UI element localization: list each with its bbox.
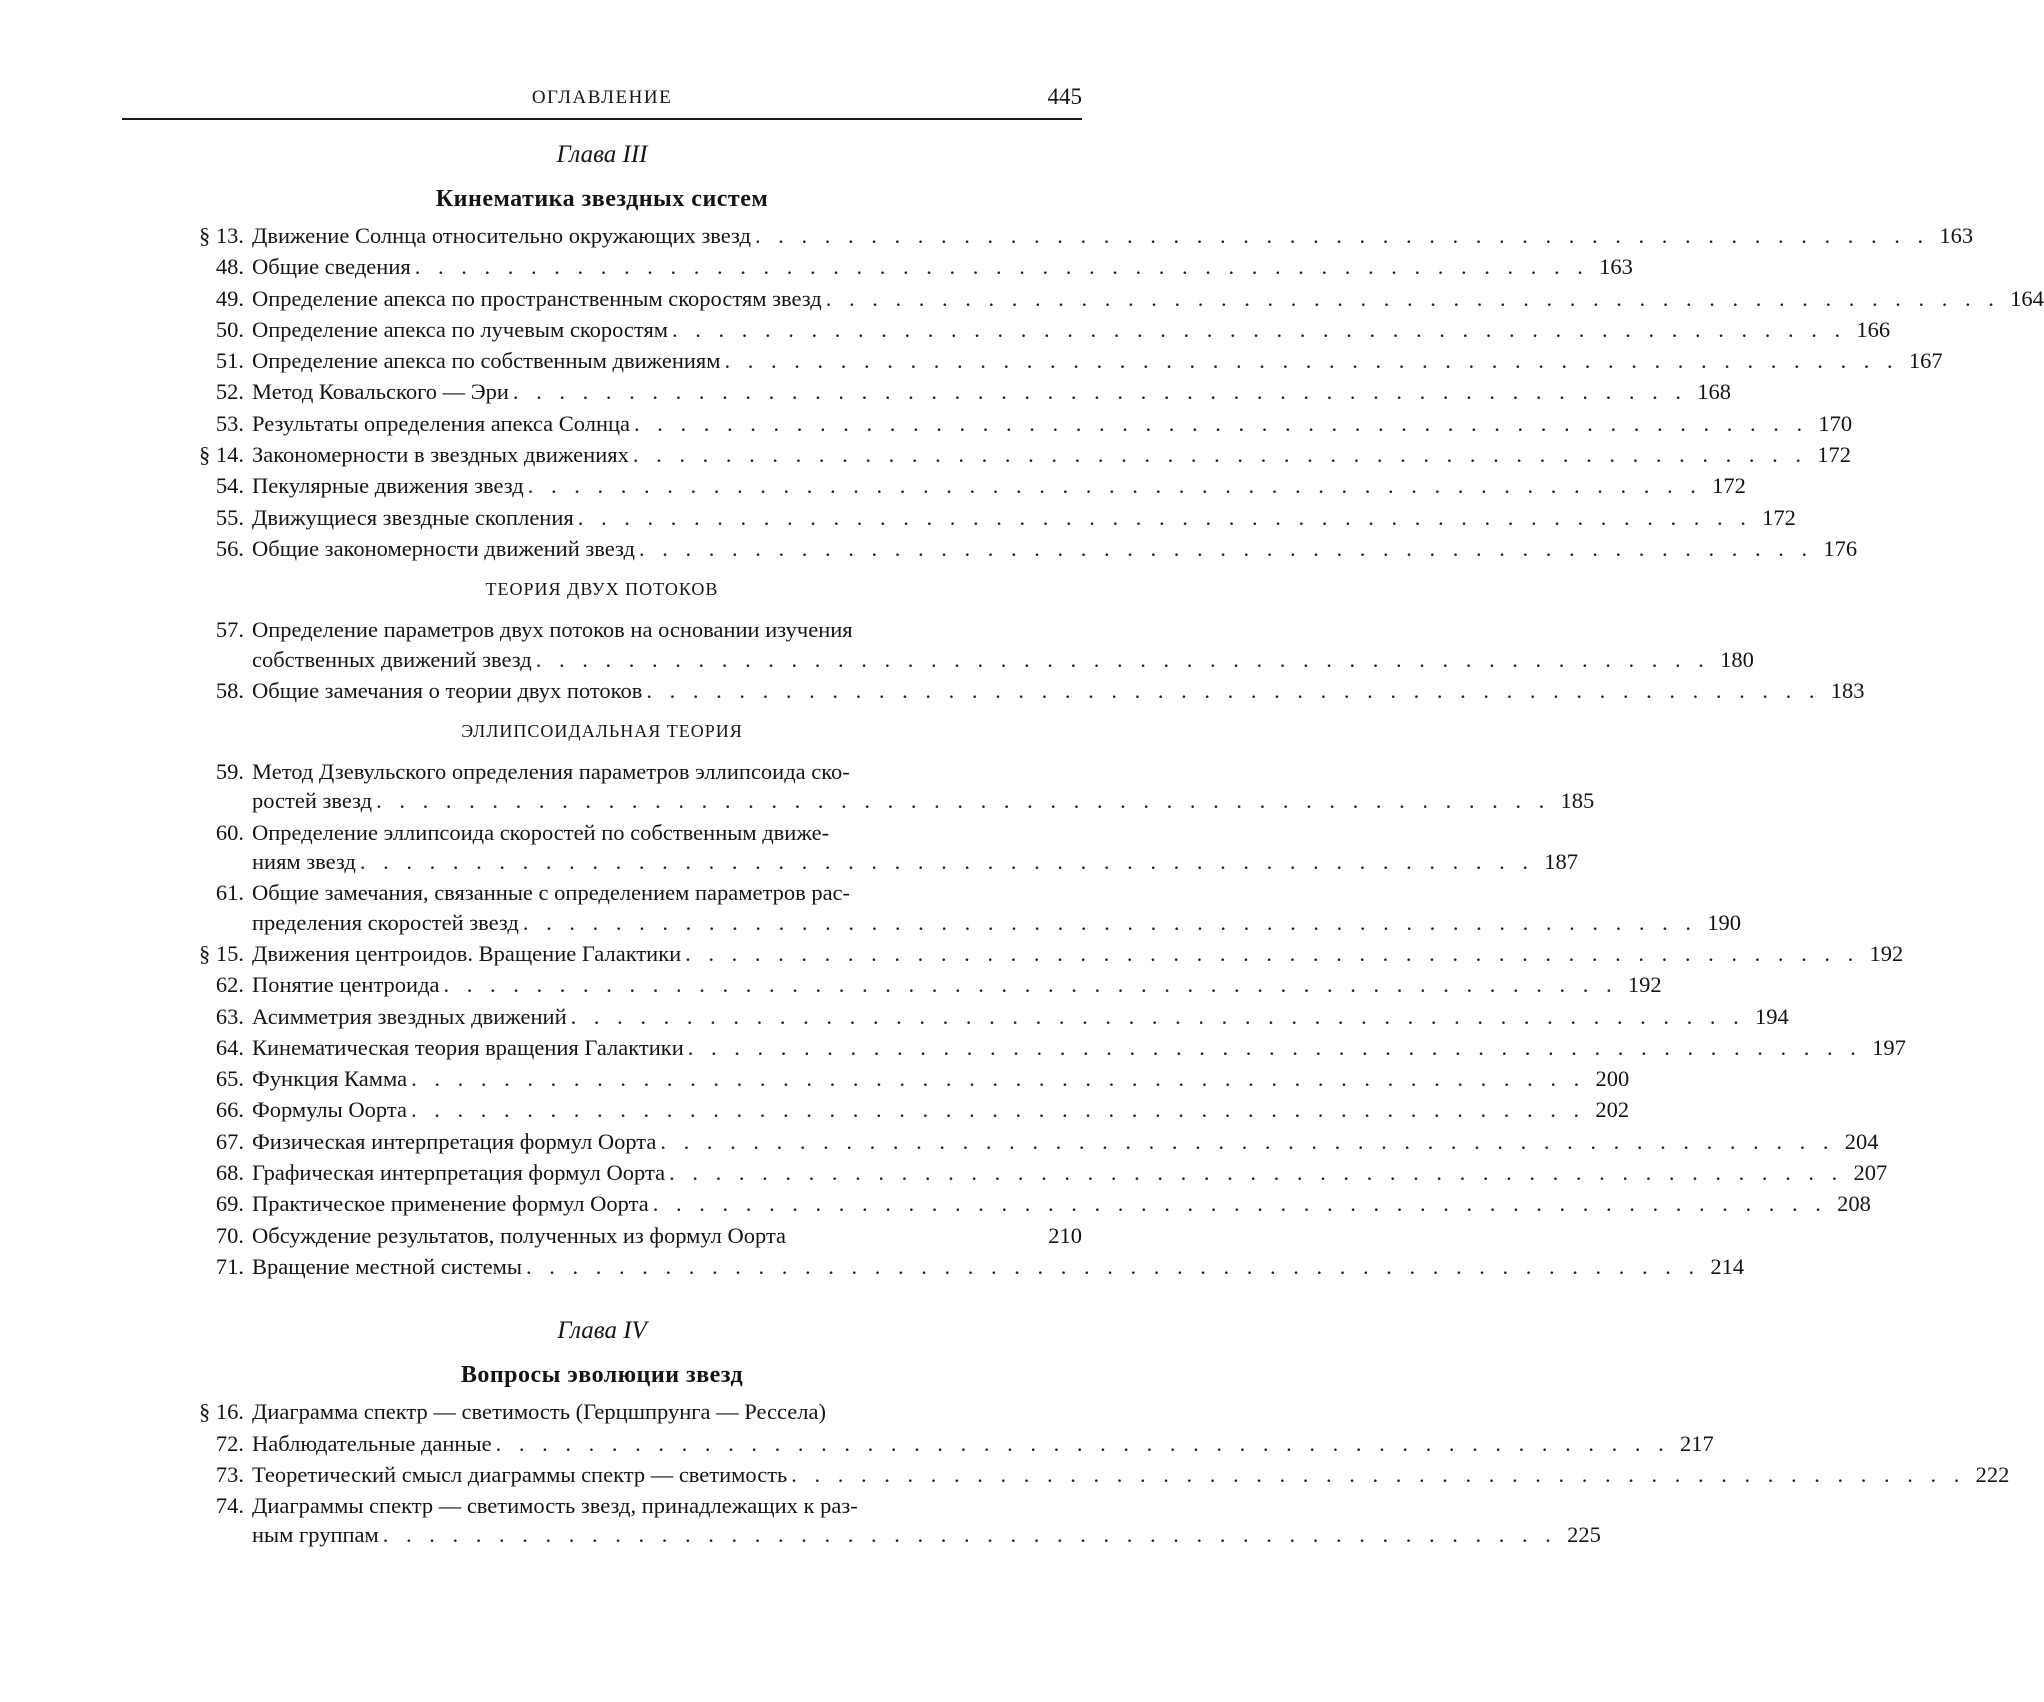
entry-title: Результаты определения апекса Солнца bbox=[252, 410, 631, 436]
entry-title: Движение Солнца относительно окружающих звезд bbox=[252, 223, 751, 248]
entry-number: 52. bbox=[215, 379, 244, 405]
entry-title: Движущиеся звездные скопления bbox=[252, 504, 574, 530]
toc-entry[interactable] bbox=[122, 1251, 1745, 1282]
entry-number: 54. bbox=[215, 473, 244, 499]
entry-page: 207 bbox=[1853, 1160, 1888, 1186]
section-heading: ТЕОРИЯ ДВУХ ПОТОКОВ bbox=[485, 579, 719, 600]
entry-number: 48. bbox=[215, 254, 244, 280]
dot-leader: . . . . . . . . . . . . . . . . . . . . . . . . . . . . . . . . . . . . . . . . . . . . . . . . . . . bbox=[660, 1128, 1835, 1154]
toc-entry[interactable] bbox=[122, 1188, 1871, 1219]
toc-entry[interactable] bbox=[122, 1396, 1082, 1427]
dot-leader: . . . . . . . . . . . . . . . . . . . . . . . . . . . . . . . . . . . . . . . . . . . . . . . . . . . bbox=[672, 316, 1847, 342]
entry-title: Физическая интерпретация формул Оорта bbox=[252, 1128, 657, 1154]
entry-number: § 14. bbox=[199, 442, 244, 468]
entry-title: Движения центроидов. Вращение Галактики bbox=[252, 940, 682, 966]
toc-entry[interactable] bbox=[122, 533, 1858, 564]
dot-leader: . . . . . . . . . . . . . . . . . . . . . . . . . . . . . . . . . . . . . . . . . . . . . . . . . . . bbox=[724, 348, 1899, 374]
entry-number: 60. bbox=[215, 819, 244, 845]
toc-entry[interactable] bbox=[122, 969, 1662, 1000]
entry-title: Определение апекса по собственным движениям bbox=[252, 348, 721, 374]
toc-entry[interactable] bbox=[122, 877, 1082, 908]
entry-number: 50. bbox=[215, 316, 244, 342]
dot-leader: . . . . . . . . . . . . . . . . . . . . . . . . . . . . . . . . . . . . . . . . . . . . . . . . . . . bbox=[646, 677, 1821, 703]
dot-leader: . . . . . . . . . . . . . . . . . . . . . . . . . . . . . . . . . . . . . . . . . . . . . . . . . . . bbox=[414, 254, 1589, 280]
entry-number: § 16. bbox=[199, 1399, 244, 1425]
dot-leader: . . . . . . . . . . . . . . . . . . . . . . . . . . . . . . . . . . . . . . . . . . . . . . . . . . . bbox=[791, 1461, 1966, 1487]
dot-leader: . . . . . . . . . . . . . . . . . . . . . . . . . . . . . . . . . . . . . . . . . . . . . . . . . . . bbox=[410, 1097, 1586, 1123]
entry-title: Метод Ковальского — Эри bbox=[252, 379, 509, 405]
entry-page: 222 bbox=[1975, 1461, 2010, 1487]
entry-title-continuation: ниям звезд bbox=[252, 849, 356, 875]
dot-leader: . . . . . . . . . . . . . . . . . . . . . . . . . . . . . . . . . . . . . . . . . . . . . . . . . . . bbox=[825, 285, 2000, 311]
toc-entry[interactable] bbox=[122, 1001, 1789, 1032]
entry-page: 166 bbox=[1856, 316, 1891, 342]
dot-leader: . . . . . . . . . . . . . . . . . . . . . . . . . . . . . . . . . . . . . . . . . . . . . . . . . . . bbox=[411, 1066, 1586, 1092]
entry-title: Диаграмма спектр — светимость (Герцшпрунга — Рессела) bbox=[252, 1399, 826, 1425]
toc-entry[interactable] bbox=[122, 817, 1082, 848]
dot-leader: . . . . . . . . . . . . . . . . . . . . . . . . . . . . . . . . . . . . . . . . . . . . . . . . . . . bbox=[522, 909, 1697, 935]
dot-leader: . . . . . . . . . . . . . . . . . . . . . . . . . . . . . . . . . . . . . . . . . . . . . . . . . . . bbox=[687, 1034, 1862, 1060]
entry-page: 168 bbox=[1697, 379, 1732, 405]
toc-entry[interactable] bbox=[122, 1032, 1906, 1063]
dot-leader: . . . . . . . . . . . . . . . . . . . . . . . . . . . . . . . . . . . . . . . . . . . . . . . . . . . bbox=[527, 473, 1702, 499]
entry-title-continuation: пределения скоростей звезд bbox=[252, 909, 519, 935]
toc-entry[interactable] bbox=[122, 756, 1082, 787]
entry-number: 61. bbox=[215, 880, 244, 906]
entry-number: 73. bbox=[215, 1461, 244, 1487]
entry-number: 68. bbox=[215, 1160, 244, 1186]
entry-number: 49. bbox=[215, 285, 244, 311]
entry-number: 72. bbox=[215, 1430, 244, 1456]
entry-title: Обсуждение результатов, полученных из формул Оорта bbox=[252, 1222, 787, 1248]
toc-entry[interactable] bbox=[122, 1490, 1082, 1521]
toc-entry[interactable] bbox=[122, 614, 1082, 645]
entry-title: Теоретический смысл диаграммы спектр — светимость bbox=[252, 1461, 788, 1487]
entry-number: 57. bbox=[215, 617, 244, 643]
toc-entry[interactable] bbox=[122, 1428, 1714, 1459]
entry-title: Общие замечания, связанные с определением параметров рас- bbox=[252, 880, 851, 906]
toc-entry[interactable] bbox=[122, 251, 1633, 282]
dot-leader: . . . . . . . . . . . . . . . . . . . . . . . . . . . . . . . . . . . . . . . . . . . . . . . . . . . bbox=[376, 788, 1551, 814]
toc-entry-continuation[interactable] bbox=[122, 907, 1741, 938]
entry-number: 64. bbox=[215, 1034, 244, 1060]
entry-title: Определение апекса по лучевым скоростям bbox=[252, 316, 669, 342]
toc-entry[interactable] bbox=[122, 1459, 2010, 1490]
entry-title: Закономерности в звездных движениях bbox=[252, 442, 629, 468]
entry-page: 185 bbox=[1560, 788, 1595, 814]
chapter-spacer bbox=[122, 1282, 1082, 1308]
entry-title: Функция Камма bbox=[252, 1066, 408, 1092]
toc-entry[interactable] bbox=[122, 439, 1851, 470]
entry-title: Понятие центроида bbox=[252, 972, 440, 998]
entry-title: Наблюдательные данные bbox=[252, 1430, 492, 1456]
entry-page: 180 bbox=[1720, 646, 1754, 672]
toc-entry-continuation[interactable] bbox=[122, 785, 1595, 816]
entry-number: 65. bbox=[215, 1066, 244, 1092]
dot-leader: . . . . . . . . . . . . . . . . . . . . . . . . . . . . . . . . . . . . . . . . . . . . . . . . . . . bbox=[754, 223, 1930, 248]
chapter-label: Глава IV bbox=[557, 1317, 647, 1345]
entry-title-continuation: ростей звезд bbox=[252, 788, 373, 814]
dot-leader: . . . . . . . . . . . . . . . . . . . . . . . . . . . . . . . . . . . . . . . . . . . . . . . . . . . bbox=[577, 504, 1752, 530]
entry-number: 51. bbox=[215, 348, 244, 374]
toc-entry[interactable] bbox=[122, 470, 1746, 501]
entry-page: 204 bbox=[1844, 1128, 1879, 1154]
toc-entry[interactable] bbox=[122, 1063, 1630, 1094]
dot-leader: . . . . . . . . . . . . . . . . . . . . . . . . . . . . . . . . . . . . . . . . . . . . . . . . . . . bbox=[535, 646, 1710, 672]
entry-page: 208 bbox=[1837, 1191, 1871, 1217]
entry-number: 74. bbox=[215, 1493, 244, 1519]
entry-page: 190 bbox=[1707, 909, 1741, 935]
toc-entry[interactable] bbox=[122, 283, 2044, 314]
section-heading: ЭЛЛИПСОИДАЛЬНАЯ ТЕОРИЯ bbox=[461, 721, 743, 742]
entry-page: 167 bbox=[1908, 348, 1943, 374]
entry-title-continuation: ным группам bbox=[252, 1522, 379, 1548]
table-of-contents bbox=[122, 132, 2044, 1551]
entry-title: Кинематическая теория вращения Галактики bbox=[252, 1034, 684, 1060]
entry-page: 225 bbox=[1567, 1522, 1601, 1548]
running-head-title: ОГЛАВЛЕНИЕ bbox=[531, 87, 673, 108]
entry-title: Диаграммы спектр — светимость звезд, принадлежащих к раз- bbox=[252, 1493, 858, 1519]
toc-entry[interactable] bbox=[122, 1220, 1082, 1251]
toc-entry[interactable] bbox=[122, 938, 1904, 969]
toc-entry[interactable] bbox=[122, 675, 1865, 706]
entry-title: Метод Дзевульского определения параметров эллипсоида ско- bbox=[252, 759, 850, 785]
entry-title: Вращение местной системы bbox=[252, 1253, 522, 1279]
running-head bbox=[122, 84, 1082, 120]
entry-number: 66. bbox=[215, 1097, 244, 1123]
entry-title: Определение апекса по пространственным скоростям звезд bbox=[252, 285, 822, 311]
toc-entry[interactable] bbox=[122, 345, 1943, 376]
entry-number: 58. bbox=[215, 677, 244, 703]
dot-leader: . . . . . . . . . . . . . . . . . . . . . . . . . . . . . . . . . . . . . . . . . . . . . . . . . . . bbox=[669, 1160, 1844, 1186]
entry-page: 202 bbox=[1595, 1097, 1630, 1123]
entry-title: Графическая интерпретация формул Оорта bbox=[252, 1160, 666, 1186]
dot-leader: . . . . . . . . . . . . . . . . . . . . . . . . . . . . . . . . . . . . . . . . . . . . . . . . . . . bbox=[382, 1522, 1557, 1548]
entry-page: 172 bbox=[1712, 473, 1746, 499]
dot-leader: . . . . . . . . . . . . . . . . . . . . . . . . . . . . . . . . . . . . . . . . . . . . . . . . . . . bbox=[443, 972, 1618, 998]
dot-leader: . . . . . . . . . . . . . . . . . . . . . . . . . . . . . . . . . . . . . . . . . . . . . . . . . . . bbox=[495, 1430, 1670, 1456]
entry-page: 197 bbox=[1872, 1034, 1906, 1060]
dot-leader: . . . . . . . . . . . . . . . . . . . . . . . . . . . . . . . . . . . . . . . . . . . . . . . . . . . bbox=[632, 442, 1807, 468]
toc-entry-continuation[interactable] bbox=[122, 846, 1578, 877]
entry-number: 63. bbox=[215, 1003, 244, 1029]
toc-entry[interactable] bbox=[122, 408, 1853, 439]
entry-number: 70. bbox=[215, 1222, 244, 1248]
dot-leader: . . . . . . . . . . . . . . . . . . . . . . . . . . . . . . . . . . . . . . . . . . . . . . . . . . . bbox=[634, 410, 1809, 436]
toc-entry[interactable] bbox=[122, 1094, 1630, 1125]
entry-page: 192 bbox=[1869, 940, 1904, 966]
toc-entry[interactable] bbox=[122, 314, 1891, 345]
entry-number: 56. bbox=[215, 535, 244, 561]
entry-title: Общие сведения bbox=[252, 254, 411, 280]
entry-title: Определение параметров двух потоков на основании изучения bbox=[252, 617, 853, 643]
entry-page: 217 bbox=[1679, 1430, 1714, 1456]
entry-page: 170 bbox=[1818, 410, 1853, 436]
toc-entry[interactable] bbox=[122, 376, 1732, 407]
entry-title: Определение эллипсоида скоростей по собственным движе- bbox=[252, 819, 830, 845]
dot-leader: . . . . . . . . . . . . . . . . . . . . . . . . . . . . . . . . . . . . . . . . . . . . . . . . . . . bbox=[638, 535, 1814, 561]
entry-number: 69. bbox=[215, 1191, 244, 1217]
entry-page: 194 bbox=[1755, 1003, 1789, 1029]
entry-number: 59. bbox=[215, 759, 244, 785]
entry-page: 187 bbox=[1544, 849, 1578, 875]
dot-leader: . . . . . . . . . . . . . . . . . . . . . . . . . . . . . . . . . . . . . . . . . . . . . . . . . . . bbox=[685, 940, 1860, 966]
entry-page: 183 bbox=[1830, 677, 1865, 703]
entry-page: 176 bbox=[1823, 535, 1858, 561]
entry-title: Практическое применение формул Оорта bbox=[252, 1191, 649, 1217]
toc-entry-continuation[interactable] bbox=[122, 1519, 1601, 1550]
entry-page: 163 bbox=[1599, 254, 1633, 280]
dot-leader: . . . . . . . . . . . . . . . . . . . . . . . . . . . . . . . . . . . . . . . . . . . . . . . . . . . bbox=[526, 1253, 1701, 1279]
entry-page: 172 bbox=[1762, 504, 1796, 530]
dot-leader: . . . . . . . . . . . . . . . . . . . . . . . . . . . . . . . . . . . . . . . . . . . . . . . . . . . bbox=[359, 849, 1534, 875]
entry-title-continuation: собственных движений звезд bbox=[252, 646, 532, 672]
toc-entry[interactable] bbox=[122, 502, 1796, 533]
entry-title: Формулы Оорта bbox=[252, 1097, 407, 1123]
entry-page: 192 bbox=[1627, 972, 1662, 998]
dot-leader: . . . . . . . . . . . . . . . . . . . . . . . . . . . . . . . . . . . . . . . . . . . . . . . . . . . bbox=[512, 379, 1688, 405]
entry-number: § 15. bbox=[199, 940, 244, 966]
entry-title: Общие замечания о теории двух потоков bbox=[252, 677, 643, 703]
toc-entry[interactable] bbox=[122, 220, 1974, 251]
toc-entry[interactable] bbox=[122, 1157, 1888, 1188]
entry-page: 210 bbox=[1048, 1222, 1082, 1248]
entry-number: § 13. bbox=[199, 223, 244, 248]
page-number: 445 bbox=[1047, 84, 1082, 109]
entry-title: Асимметрия звездных движений bbox=[252, 1003, 567, 1029]
entry-page: 214 bbox=[1710, 1253, 1745, 1279]
toc-entry[interactable] bbox=[122, 1126, 1879, 1157]
entry-title: Пекулярные движения звезд bbox=[252, 473, 524, 499]
entry-page: 172 bbox=[1817, 442, 1851, 468]
entry-number: 67. bbox=[215, 1128, 244, 1154]
dot-leader: . . . . . . . . . . . . . . . . . . . . . . . . . . . . . . . . . . . . . . . . . . . . . . . . . . . bbox=[652, 1191, 1827, 1217]
chapter-label: Глава III bbox=[556, 141, 648, 168]
entry-number: 55. bbox=[215, 504, 244, 530]
chapter-title: Кинематика звездных систем bbox=[435, 186, 769, 212]
toc-entry-continuation[interactable] bbox=[122, 644, 1754, 675]
entry-number: 53. bbox=[215, 410, 244, 436]
entry-number: 71. bbox=[215, 1253, 244, 1279]
entry-page: 164 bbox=[2010, 285, 2044, 311]
dot-leader: . . . . . . . . . . . . . . . . . . . . . . . . . . . . . . . . . . . . . . . . . . . . . . . . . . . bbox=[570, 1003, 1745, 1029]
chapter-title: Вопросы эволюции звезд bbox=[460, 1362, 744, 1389]
entry-title: Общие закономерности движений звезд bbox=[252, 535, 635, 561]
entry-page: 163 bbox=[1939, 223, 1974, 248]
entry-page: 200 bbox=[1595, 1066, 1630, 1092]
entry-number: 62. bbox=[215, 972, 244, 998]
